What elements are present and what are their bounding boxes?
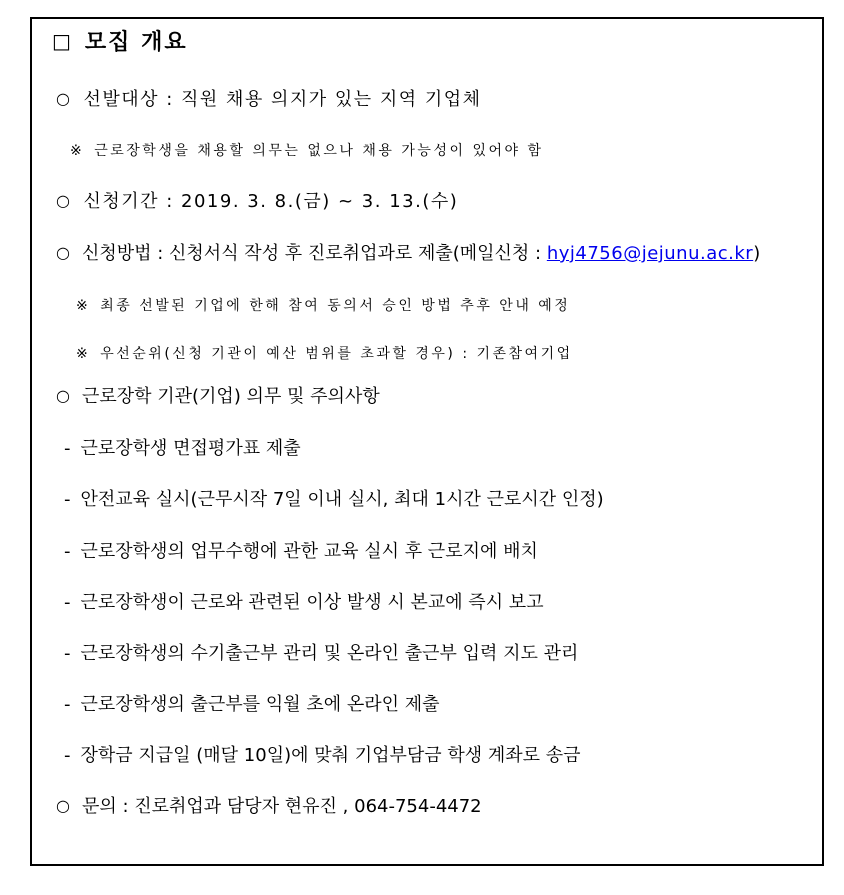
- doc-line-application-method: [56, 244, 760, 265]
- reference-mark-icon: ※: [76, 298, 91, 314]
- section-title-text: 모집 개요: [84, 30, 188, 55]
- doc-line-attendance-management: [64, 644, 578, 665]
- circle-bullet-icon: ○: [56, 191, 72, 210]
- doc-line-incident-report: [64, 593, 544, 614]
- line-text: 근로장학생의 수기출근부 관리 및 온라인 출근부 입력 지도 관리: [80, 643, 579, 664]
- reference-mark-icon: ※: [70, 143, 85, 159]
- line-text: 안전교육 실시(근무시작 7일 이내 실시, 최대 1시간 근로시간 인정): [80, 489, 604, 510]
- doc-line-interview-sheet: [64, 439, 301, 460]
- doc-line-contact: [56, 797, 482, 818]
- line-text: 장학금 지급일 (매달 10일)에 맞춰 기업부담금 학생 계좌로 송금: [80, 745, 581, 766]
- dash-bullet-icon: -: [64, 694, 71, 715]
- line-text: 신청기간 : 2019. 3. 8.(금) ~ 3. 13.(수): [83, 191, 459, 212]
- doc-line-attendance-submit: [64, 695, 439, 716]
- line-text: 문의 : 진로취업과 담당자 현유진 , 064-754-4472: [81, 796, 482, 817]
- dash-bullet-icon: -: [64, 745, 71, 766]
- doc-line-application-period: [56, 192, 458, 213]
- circle-bullet-icon: ○: [56, 796, 70, 815]
- circle-bullet-icon: ○: [56, 89, 72, 108]
- doc-note-hiring-obligation: [70, 143, 543, 159]
- line-text: 최종 선발된 기업에 한해 참여 동의서 승인 방법 추후 안내 예정: [100, 298, 571, 314]
- circle-bullet-icon: ○: [56, 243, 70, 262]
- dash-bullet-icon: -: [64, 592, 71, 613]
- line-text: 근로장학생이 근로와 관련된 이상 발생 시 본교에 즉시 보고: [80, 592, 544, 613]
- dash-bullet-icon: -: [64, 438, 71, 459]
- email-link[interactable]: hyj4756@jejunu.ac.kr: [546, 243, 754, 264]
- doc-note-priority: [76, 346, 573, 362]
- square-bullet-icon: □: [52, 29, 73, 53]
- doc-line-safety-training: [64, 490, 604, 511]
- doc-line-duties-heading: [56, 387, 380, 408]
- line-text: 근로장학생의 업무수행에 관한 교육 실시 후 근로지에 배치: [80, 541, 538, 562]
- dash-bullet-icon: -: [64, 489, 71, 510]
- section-title: [52, 30, 188, 55]
- dash-bullet-icon: -: [64, 643, 71, 664]
- line-text-after: ): [753, 243, 761, 264]
- line-text: 우선순위(신청 기관이 예산 범위를 초과할 경우) : 기존참여기업: [100, 346, 573, 362]
- line-text: 근로장학생을 채용할 의무는 없으나 채용 가능성이 있어야 함: [94, 143, 544, 159]
- doc-line-scholarship-payment: [64, 746, 581, 767]
- line-text: 선발대상 : 직원 채용 의지가 있는 지역 기업체: [83, 89, 482, 110]
- dash-bullet-icon: -: [64, 541, 71, 562]
- line-text: 근로장학생의 출근부를 익월 초에 온라인 제출: [80, 694, 440, 715]
- line-text: 근로장학 기관(기업) 의무 및 주의사항: [81, 386, 380, 407]
- reference-mark-icon: ※: [76, 346, 91, 362]
- doc-line-job-training: [64, 542, 538, 563]
- document-border: [30, 17, 824, 866]
- line-text: 근로장학생 면접평가표 제출: [80, 438, 301, 459]
- circle-bullet-icon: ○: [56, 386, 70, 405]
- doc-line-selection-target: [56, 90, 482, 111]
- doc-note-final-selection: [76, 298, 570, 314]
- line-text: 신청방법 : 신청서식 작성 후 진로취업과로 제출(메일신청 :: [81, 243, 547, 264]
